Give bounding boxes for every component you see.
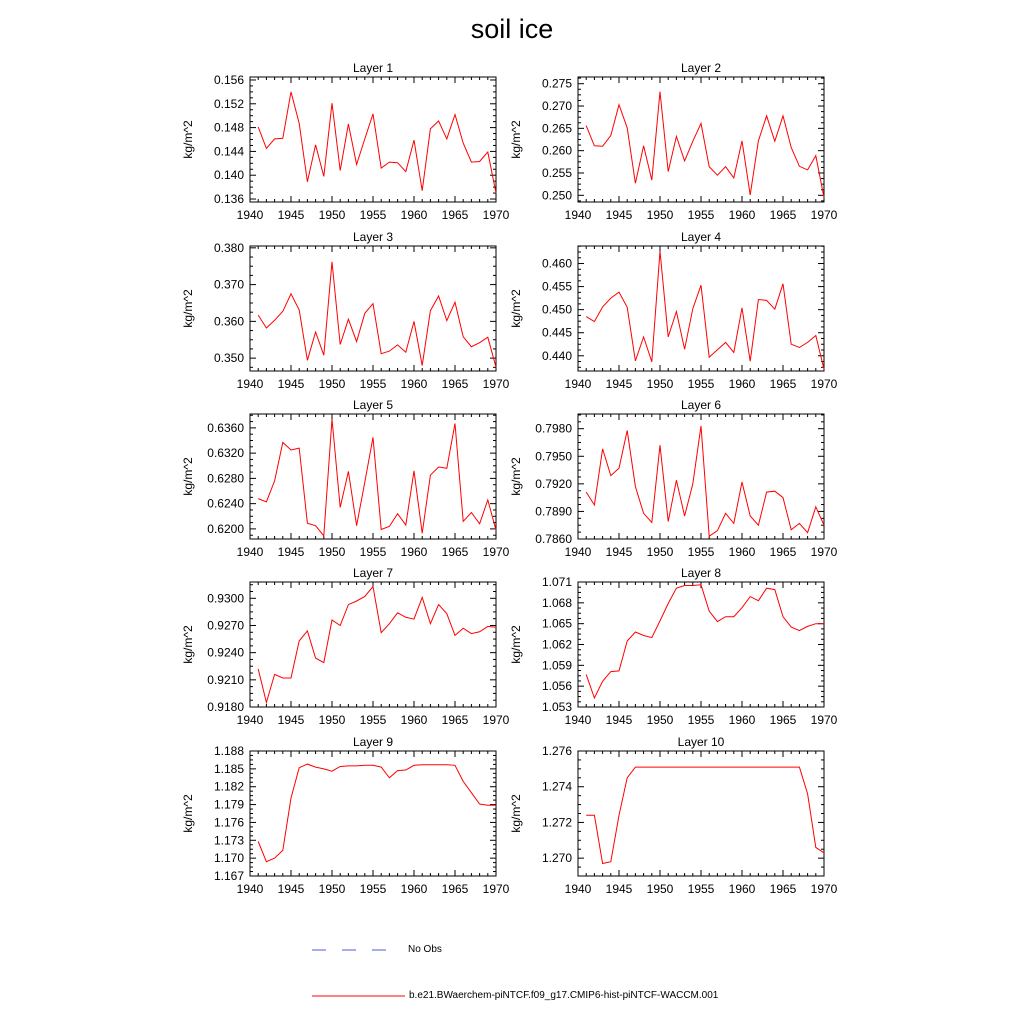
x-tick-label: 1945: [277, 377, 305, 391]
x-tick-label: 1940: [236, 377, 264, 391]
y-tick-label: 0.7860: [535, 532, 572, 546]
x-tick-label: 1960: [728, 882, 756, 896]
panel-title: Layer 4: [680, 230, 722, 244]
series-line-layer-2: [586, 92, 824, 198]
panel-title: Layer 9: [352, 735, 394, 749]
x-tick-label: 1965: [441, 545, 469, 559]
panel-title: Layer 3: [352, 230, 394, 244]
y-tick-label: 1.056: [541, 679, 572, 694]
y-tick-label: 1.059: [541, 658, 572, 673]
x-tick-label: 1965: [769, 377, 797, 391]
panel-layer-4: [509, 230, 838, 391]
y-axis-label: kg/m^2: [181, 457, 195, 496]
x-tick-label: 1940: [564, 208, 592, 222]
x-tick-label: 1960: [400, 208, 428, 222]
y-tick-label: 0.250: [541, 188, 572, 203]
y-tick-label: 0.6320: [207, 446, 244, 461]
y-tick-label: 1.179: [213, 797, 244, 812]
y-tick-label: 1.173: [213, 833, 244, 848]
x-tick-label: 1965: [441, 882, 469, 896]
panel-title: Layer 5: [352, 398, 394, 412]
y-tick-label: 0.9180: [207, 700, 244, 714]
y-tick-label: 0.460: [541, 256, 572, 271]
x-tick-label: 1950: [318, 208, 346, 222]
x-tick-label: 1940: [564, 377, 592, 391]
y-tick-label: 0.7890: [535, 504, 572, 519]
x-tick-label: 1965: [769, 208, 797, 222]
x-tick-label: 1945: [605, 377, 633, 391]
x-tick-label: 1945: [605, 882, 633, 896]
x-tick-label: 1960: [728, 208, 756, 222]
y-tick-label: 0.265: [541, 121, 572, 136]
y-tick-label: 0.6360: [207, 420, 244, 435]
x-tick-label: 1945: [277, 713, 305, 727]
panel-layer-10: [509, 735, 838, 896]
legend-model-label: b.e21.BWaerchem-piNTCF.f09_g17.CMIP6-hist-piNTCF-WACCM.001: [409, 990, 719, 1001]
x-tick-label: 1970: [482, 713, 510, 727]
x-tick-label: 1940: [564, 545, 592, 559]
x-tick-label: 1950: [318, 882, 346, 896]
y-tick-label: 0.370: [213, 277, 244, 292]
y-tick-label: 0.380: [213, 240, 244, 255]
y-tick-label: 0.350: [213, 351, 244, 366]
y-tick-label: 1.270: [541, 851, 572, 866]
x-tick-label: 1970: [482, 208, 510, 222]
x-tick-label: 1970: [810, 208, 838, 222]
x-tick-label: 1960: [400, 545, 428, 559]
y-tick-label: 0.9240: [207, 645, 244, 660]
x-tick-label: 1940: [236, 208, 264, 222]
y-tick-label: 0.270: [541, 99, 572, 114]
series-line-layer-7: [258, 587, 496, 703]
panel-layer-5: [181, 398, 510, 559]
y-tick-label: 0.455: [541, 279, 572, 294]
y-tick-label: 1.065: [541, 616, 572, 631]
y-axis-label: kg/m^2: [181, 625, 195, 664]
plot-frame: [250, 246, 496, 371]
series-line-layer-1: [258, 92, 496, 193]
legend: [312, 950, 405, 996]
panel-title: Layer 10: [677, 735, 725, 749]
y-tick-label: 0.136: [213, 192, 244, 207]
x-tick-label: 1945: [605, 713, 633, 727]
panel-layer-7: [181, 566, 510, 727]
x-tick-label: 1950: [318, 545, 346, 559]
y-tick-label: 1.176: [213, 815, 244, 830]
x-tick-label: 1950: [646, 208, 674, 222]
panel-title: Layer 2: [680, 61, 722, 75]
y-tick-label: 1.276: [541, 744, 572, 758]
x-tick-label: 1955: [359, 713, 387, 727]
x-tick-label: 1950: [318, 713, 346, 727]
x-tick-label: 1970: [482, 882, 510, 896]
y-tick-label: 0.9210: [207, 672, 244, 687]
panel-layer-6: [509, 398, 838, 559]
x-tick-label: 1940: [564, 882, 592, 896]
y-tick-label: 0.9300: [207, 591, 244, 606]
panel-layer-9: [181, 735, 510, 896]
x-tick-label: 1955: [359, 208, 387, 222]
y-tick-label: 0.152: [213, 96, 244, 111]
x-tick-label: 1960: [728, 377, 756, 391]
x-tick-label: 1955: [359, 545, 387, 559]
plot-frame: [578, 751, 824, 876]
series-line-layer-5: [258, 419, 496, 536]
x-tick-label: 1955: [687, 545, 715, 559]
plot-frame: [578, 77, 824, 202]
y-tick-label: 1.272: [541, 815, 572, 830]
y-tick-label: 0.144: [213, 144, 244, 159]
x-tick-label: 1960: [728, 713, 756, 727]
series-line-layer-6: [586, 426, 824, 536]
plot-frame: [578, 414, 824, 539]
y-axis-label: kg/m^2: [181, 120, 195, 159]
x-tick-label: 1955: [687, 713, 715, 727]
series-line-layer-8: [586, 585, 824, 698]
y-tick-label: 0.445: [541, 325, 572, 340]
y-tick-label: 0.9270: [207, 618, 244, 633]
y-tick-label: 0.7950: [535, 449, 572, 464]
y-axis-label: kg/m^2: [509, 457, 523, 496]
x-tick-label: 1950: [646, 377, 674, 391]
panel-title: Layer 1: [352, 61, 394, 75]
x-tick-label: 1965: [769, 545, 797, 559]
x-tick-label: 1950: [318, 377, 346, 391]
panel-title: Layer 7: [352, 566, 394, 580]
y-tick-label: 1.167: [213, 869, 244, 883]
y-tick-label: 0.360: [213, 314, 244, 329]
panel-layer-8: [509, 566, 838, 727]
x-tick-label: 1960: [400, 377, 428, 391]
x-tick-label: 1970: [810, 882, 838, 896]
x-tick-label: 1970: [810, 377, 838, 391]
y-tick-label: 0.260: [541, 143, 572, 158]
x-tick-label: 1955: [687, 208, 715, 222]
panel-layer-1: [181, 61, 510, 222]
x-tick-label: 1970: [482, 545, 510, 559]
y-axis-label: kg/m^2: [509, 625, 523, 664]
x-tick-label: 1965: [441, 377, 469, 391]
y-tick-label: 1.170: [213, 851, 244, 866]
y-tick-label: 0.6280: [207, 471, 244, 486]
y-axis-label: kg/m^2: [509, 120, 523, 159]
x-tick-label: 1950: [646, 545, 674, 559]
x-tick-label: 1955: [687, 377, 715, 391]
x-tick-label: 1950: [646, 882, 674, 896]
series-line-layer-4: [586, 251, 824, 369]
x-tick-label: 1940: [236, 713, 264, 727]
x-tick-label: 1960: [400, 882, 428, 896]
x-tick-label: 1965: [769, 713, 797, 727]
y-tick-label: 1.068: [541, 595, 572, 610]
plot-frame: [578, 582, 824, 707]
y-tick-label: 0.7920: [535, 476, 572, 491]
y-tick-label: 0.275: [541, 76, 572, 91]
y-tick-label: 1.062: [541, 637, 572, 652]
y-tick-label: 1.053: [541, 700, 572, 714]
plot-frame: [250, 77, 496, 202]
legend-obs-label: No Obs: [408, 944, 442, 955]
x-tick-label: 1945: [605, 208, 633, 222]
y-tick-label: 0.255: [541, 165, 572, 180]
y-tick-label: 0.148: [213, 120, 244, 135]
x-tick-label: 1945: [277, 208, 305, 222]
y-tick-label: 0.156: [213, 72, 244, 87]
plot-frame: [250, 751, 496, 876]
plot-frame: [250, 582, 496, 707]
x-tick-label: 1965: [441, 208, 469, 222]
series-line-layer-10: [586, 767, 824, 863]
x-tick-label: 1970: [810, 545, 838, 559]
x-tick-label: 1960: [400, 713, 428, 727]
y-tick-label: 0.140: [213, 168, 244, 183]
panel-layer-3: [181, 230, 510, 391]
panel-title: Layer 8: [680, 566, 722, 580]
panel-layer-2: [509, 61, 838, 222]
chart-title: soil ice: [470, 14, 554, 44]
x-tick-label: 1960: [728, 545, 756, 559]
y-tick-label: 1.188: [213, 744, 244, 758]
x-tick-label: 1940: [236, 545, 264, 559]
x-tick-label: 1970: [482, 377, 510, 391]
y-tick-label: 1.071: [541, 575, 572, 589]
x-tick-label: 1955: [359, 377, 387, 391]
panel-title: Layer 6: [680, 398, 722, 412]
x-tick-label: 1955: [359, 882, 387, 896]
plot-frame: [578, 246, 824, 371]
y-axis-label: kg/m^2: [181, 794, 195, 833]
x-tick-label: 1945: [277, 545, 305, 559]
y-axis-label: kg/m^2: [509, 289, 523, 328]
x-tick-label: 1965: [441, 713, 469, 727]
x-tick-label: 1955: [687, 882, 715, 896]
y-tick-label: 0.450: [541, 302, 572, 317]
y-axis-label: kg/m^2: [181, 289, 195, 328]
x-tick-label: 1940: [564, 713, 592, 727]
x-tick-label: 1950: [646, 713, 674, 727]
x-tick-label: 1970: [810, 713, 838, 727]
y-tick-label: 1.185: [213, 761, 244, 776]
y-tick-label: 1.274: [541, 779, 572, 794]
y-tick-label: 0.7980: [535, 421, 572, 436]
x-tick-label: 1945: [277, 882, 305, 896]
y-tick-label: 0.440: [541, 348, 572, 363]
y-tick-label: 0.6200: [207, 521, 244, 536]
x-tick-label: 1945: [605, 545, 633, 559]
x-tick-label: 1940: [236, 882, 264, 896]
series-line-layer-9: [258, 764, 496, 862]
y-axis-label: kg/m^2: [509, 794, 523, 833]
y-tick-label: 0.6240: [207, 496, 244, 511]
series-line-layer-3: [258, 262, 496, 368]
x-tick-label: 1965: [769, 882, 797, 896]
y-tick-label: 1.182: [213, 779, 244, 794]
